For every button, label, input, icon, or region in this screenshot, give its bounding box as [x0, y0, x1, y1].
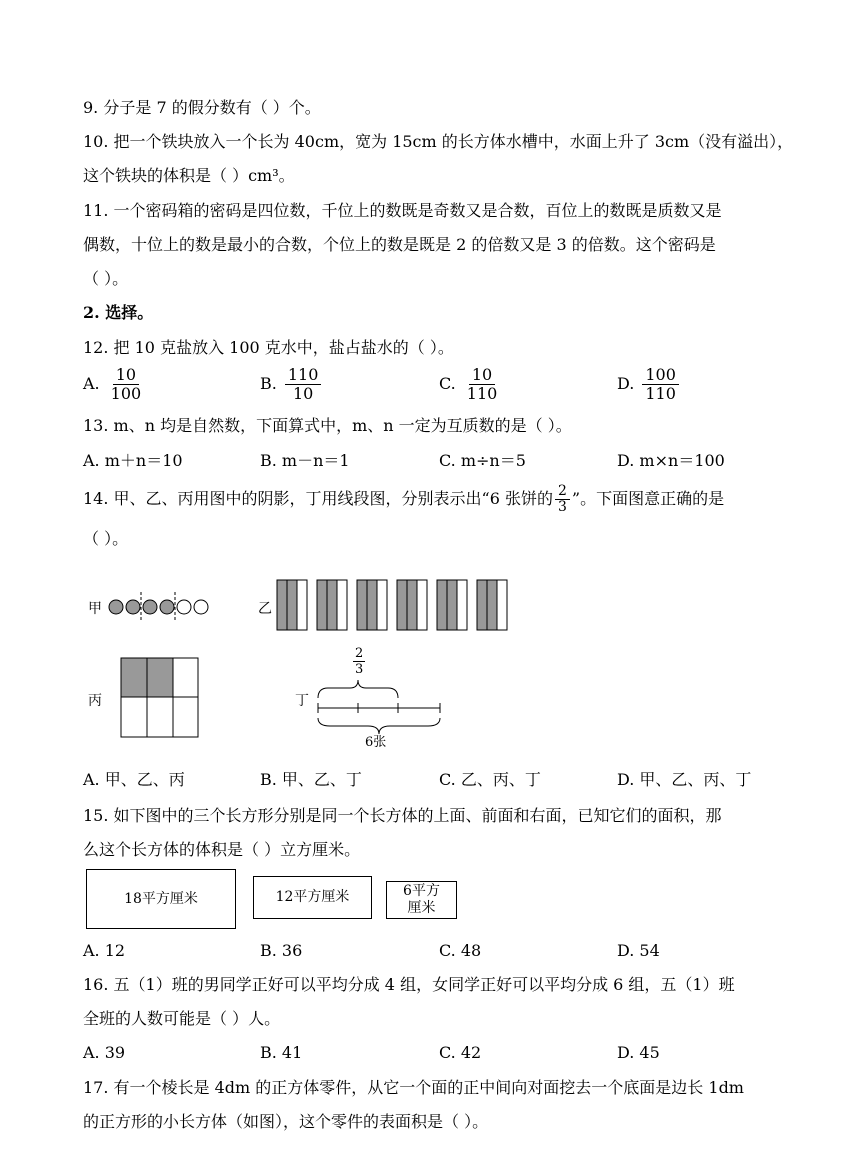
q13-option-a: A. m＋n＝10: [83, 451, 183, 470]
q12-text: 12. 把 10 克盐放入 100 克水中，盐占盐水的（ ）。: [83, 338, 454, 357]
box-top-face: 18平方厘米: [86, 869, 236, 929]
q10-line2: 这个铁块的体积是（ ）cm³。: [83, 166, 295, 185]
q15-option-b: B. 36: [260, 941, 303, 960]
label-six: 6张: [365, 735, 387, 750]
figure-yi-rectangles: [277, 580, 507, 630]
q11-line3: （ ）。: [83, 269, 129, 288]
q14-line1: 14. 甲、乙、丙用图中的阴影，丁用线段图，分别表示出“6 张饼的 $\frac{2}{3}$ ”。下面图意正确的是: [83, 483, 725, 515]
q14-line2: （ ）。: [83, 529, 129, 548]
q13-option-b: B. m－n＝1: [260, 451, 350, 470]
q15-line2: 么这个长方体的体积是（ ）立方厘米。: [83, 840, 361, 859]
box-right-face: 6平方 厘米: [386, 881, 457, 919]
q13-text: 13. m、n 均是自然数，下面算式中，m、n 一定为互质数的是（ ）。: [83, 416, 572, 435]
ding-fraction-label: 2 3: [355, 646, 364, 677]
label-ding: 丁: [295, 693, 309, 709]
q15-option-a: A. 12: [83, 941, 126, 960]
label-yi: 乙: [258, 601, 272, 617]
label-jia: 甲: [88, 601, 102, 617]
box-front-face: 12平方厘米: [253, 876, 372, 919]
q13-option-c: C. m÷n＝5: [439, 451, 526, 470]
q16-option-b: B. 41: [260, 1043, 303, 1062]
section-title: 2. 选择。: [83, 303, 154, 322]
q9-text: 9. 分子是 7 的假分数有（ ）个。: [83, 98, 321, 117]
q12-option-d: D. $\frac{100}{110}$: [617, 366, 679, 403]
q15-option-c: C. 48: [439, 941, 482, 960]
q14-option-b: B. 甲、乙、丁: [260, 770, 362, 789]
q16-option-a: A. 39: [83, 1043, 126, 1062]
q12-option-c: C. $\frac{10}{110}$: [439, 365, 498, 403]
figure-ding-segment: [318, 680, 440, 734]
q12-option-a: A. $\frac{10}{100}$: [83, 365, 142, 403]
q11-line1: 11. 一个密码箱的密码是四位数，千位上的数既是奇数又是合数，百位上的数既是质数又是: [83, 201, 722, 220]
q16-option-c: C. 42: [439, 1043, 482, 1062]
q14-option-a: A. 甲、乙、丙: [83, 770, 185, 789]
q15-line1: 15. 如下图中的三个长方形分别是同一个长方体的上面、前面和右面，已知它们的面积，那: [83, 806, 722, 825]
q15-option-d: D. 54: [617, 941, 660, 960]
figure-jia-circles: [109, 592, 208, 622]
label-bing: 丙: [88, 693, 102, 709]
q16-option-d: D. 45: [617, 1043, 660, 1062]
q17-line1: 17. 有一个棱长是 4dm 的正方体零件，从它一个面的正中间向对面挖去一个底面是边长 1dm: [83, 1078, 744, 1097]
q11-line2: 偶数，十位上的数是最小的合数，个位上的数是既是 2 的倍数又是 3 的倍数。这个密码是: [83, 235, 716, 254]
q10-line1: 10. 把一个铁块放入一个长为 40cm，宽为 15cm 的长方体水槽中，水面上升了 3cm（没有溢出），: [83, 132, 794, 151]
q14-option-d: D. 甲、乙、丙、丁: [617, 770, 752, 789]
q16-line1: 16. 五（1）班的男同学正好可以平均分成 4 组，女同学正好可以平均分成 6 组，五（1）班: [83, 975, 735, 994]
q17-line2: 的正方形的小长方体（如图），这个零件的表面积是（ ）。: [83, 1112, 489, 1131]
q14-option-c: C. 乙、丙、丁: [439, 770, 541, 789]
figure-bing-grid: [121, 658, 198, 737]
q16-line2: 全班的人数可能是（ ）人。: [83, 1009, 281, 1028]
q13-option-d: D. m×n＝100: [617, 451, 725, 470]
q12-option-b: B. $\frac{110}{10}$: [260, 366, 321, 403]
